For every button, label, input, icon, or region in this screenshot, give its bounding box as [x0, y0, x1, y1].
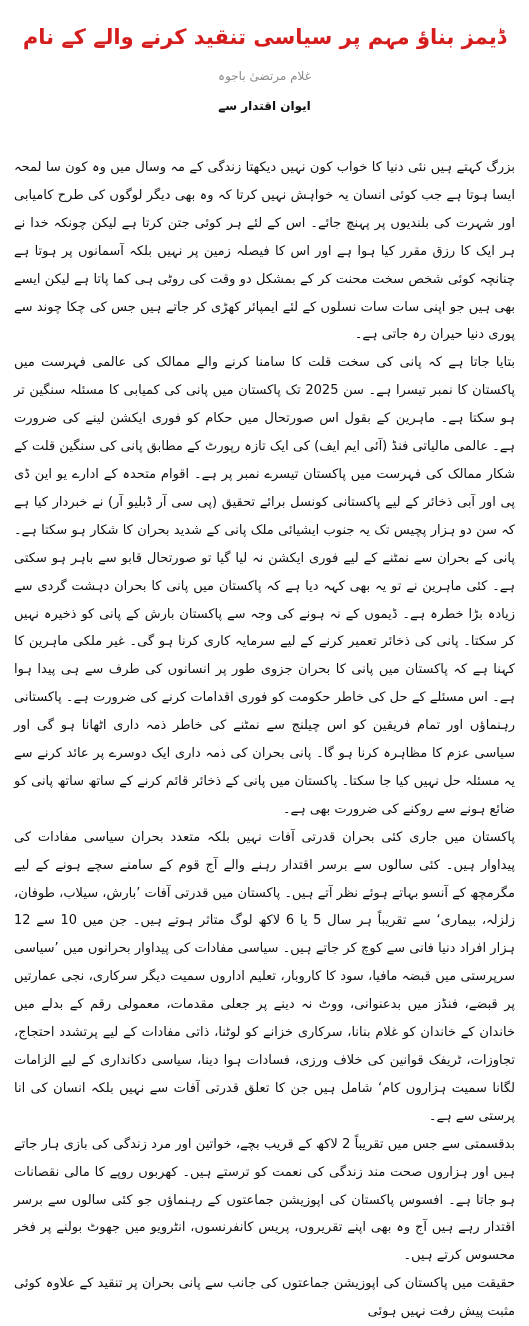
column-source: ایوان اقتدار سے	[218, 99, 311, 113]
article-title: ڈیمز بناؤ مہم پر سیاسی تنقید کرنے والے کے نام	[22, 25, 507, 49]
paragraph: بزرگ کہتے ہیں نئی دنیا کا خواب کون نہیں دیکھتا زندگی کے مہ وسال میں وہ کون سا لمحہ ایسا ہوتا ہے جب کوئی انسان یہ خواہش نہیں کرتا کہ وہ بھی دیگر لوگوں کی طرح کامیابی اور شہرت کی بلندیوں پر پہنچ جائے۔ اس کے لئے ہر کوئی جتن کرتا ہے لیکن چونکہ خدا نے ہر ایک کا رزق مقرر کیا ہوا ہے اور اس کا فیصلہ زمین پر نہیں بلکہ آسمانوں پر ہوتا ہے چنانچہ کوئی شخص سخت محنت کر کے بمشکل دو وقت کی روٹی ہی کما پاتا ہے لیکن ایسے بھی ہیں جو اپنی سات سات نسلوں کے لئے ایمپائر کھڑی کر جاتے ہیں جس کی چکا چوند سے پوری دنیا حیران رہ جاتی ہے۔	[14, 160, 515, 343]
paragraph: پاکستان میں جاری کئی بحران قدرتی آفات نہیں بلکہ متعدد بحران سیاسی مفادات کی پیداوار ہیں۔ کئی سالوں سے برسر اقتدار رہنے والے آج قوم کے سامنے سچے ہونے کے لیے مگرمچھ کے آنسو بہاتے ہوئے نظر آتے ہیں۔ پاکستان میں قدرتی آفات ’بارش، سیلاب، طوفان، زلزلہ، بیماری‘ سے تقریباً ہر سال 5 یا 6 لاکھ لوگ متاثر ہوتے ہیں۔ جن میں 10 سے 12 ہزار افراد دنیا فانی سے کوچ کر جاتے ہیں۔ سیاسی مفادات کی پیداوار بحرانوں میں ’سیاسی سرپرستی میں قبضہ مافیا، سود کا کاروبار، تعلیم اداروں سمیت دیگر سرکاری، نجی عمارتیں پر قبضے، فنڈز میں بدعنوانی، ووٹ نہ دینے پر جعلی مقدمات، معمولی رقم کے بدلے میں خاندان کے خاندان کو غلام بنانا، سرکاری خزانے کو لوٹنا، ذاتی مفادات کے لیے پرتشدد احتجاج، تجاوزات، ٹریفک قوانین کی خلاف ورزی، فسادات ہوا دینا، سیاسی دکانداری کے لیے الزامات لگانا سمیت ہزاروں کام‘ شامل ہیں جن کا تعلق قدرتی آفات سے نہیں بلکہ انسان کی انا پرستی سے ہے۔	[14, 829, 515, 1124]
paragraph: بدقسمتی سے جس میں تقریباً 2 لاکھ کے قریب بچے، خواتین اور مرد زندگی کی بازی ہار جاتے ہیں اور ہزاروں صحت مند زندگی کی نعمت کو ترستے ہیں۔ کھربوں روپے کا مالی نقصانات ہو جاتا ہے۔ افسوس پاکستان کی اپوزیشن جماعتوں کے رہنماؤں جو کئی سالوں سے برسر اقتدار رہے ہیں آج وہ بھی اپنے تقریروں، پریس کانفرنسوں، انٹرویو میں جھوٹ بولنے پر فخر محسوس کرتے ہیں۔	[14, 1136, 515, 1264]
article-body	[14, 154, 515, 1326]
paragraph: حقیقت میں پاکستان کی اپوزیشن جماعتوں کی جانب سے پانی بحران پر تنقید کے علاوہ کوئی مثبت پیش رفت نہیں ہوئی	[14, 1276, 515, 1320]
paragraph: بتایا جاتا ہے کہ پانی کی سخت قلت کا سامنا کرنے والے ممالک کی عالمی فہرست میں پاکستان کا نمبر تیسرا ہے۔ سن 2025 تک پاکستان میں پانی کی کمیابی کا مسئلہ سنگین تر ہو سکتا ہے۔ ماہرین کے بقول اس صورتحال میں حکام کو فوری ایکشن لینے کی ضرورت ہے۔ عالمی مالیاتی فنڈ (آئی ایم ایف) کی ایک تازہ رپورٹ کے مطابق پانی کی سنگین قلت کے شکار ممالک کی فہرست میں پاکستان تیسرے نمبر پر ہے۔ اقوام متحدہ کے ادارے یو این ڈی پی اور آبی ذخائر کے لیے پاکستانی کونسل برائے تحقیق (پی سی آر ڈبلیو آر) نے خبردار کیا ہے کہ سن دو ہزار پچیس تک یہ جنوب ایشیائی ملک پانی کے شدید بحران کا شکار ہو سکتا ہے۔ پانی کے بحران سے نمٹنے کے لیے فوری ایکشن نہ لیا گیا تو صورتحال قابو سے باہر ہو سکتی ہے۔ کئی ماہرین نے تو یہ بھی کہہ دیا ہے کہ پاکستان میں پانی کا بحران دہشت گردی سے زیادہ بڑا خطرہ ہے۔ ڈیموں کے نہ ہونے کی وجہ سے پاکستان بارش کے پانی کو ذخیرہ نہیں کر سکتا۔ پانی کی ذخائر تعمیر کرنے کے لیے سرمایہ کاری کرنا ہو گی۔ غیر ملکی ماہرین کا کہنا ہے کہ پاکستان میں پانی کا بحران جزوی طور پر انسانوں کی طرف سے ہی پیدا ہوا ہے۔ اس مسئلے کے حل کی خاطر حکومت کو فوری اقدامات کرنے کی ضرورت ہے۔ پاکستانی رہنماؤں اور تمام فریقین کو اس چیلنج سے نمٹنے کی خاطر ذمہ داری اٹھانا ہو گی اور سیاسی عزم کا مظاہرہ کرنا ہو گا۔ پانی بحران کی ذمہ داری ایک دوسرے پر عائد کرنے سے یہ مسئلہ حل نہیں کیا جا سکتا۔ پاکستان میں پانی کے ذخائر قائم کرنے کے ساتھ ساتھ پانی کو ضائع ہونے سے روکنے کی ضرورت بھی ہے۔	[14, 355, 515, 817]
author-name: غلام مرتضیٰ باجوہ	[218, 69, 311, 83]
